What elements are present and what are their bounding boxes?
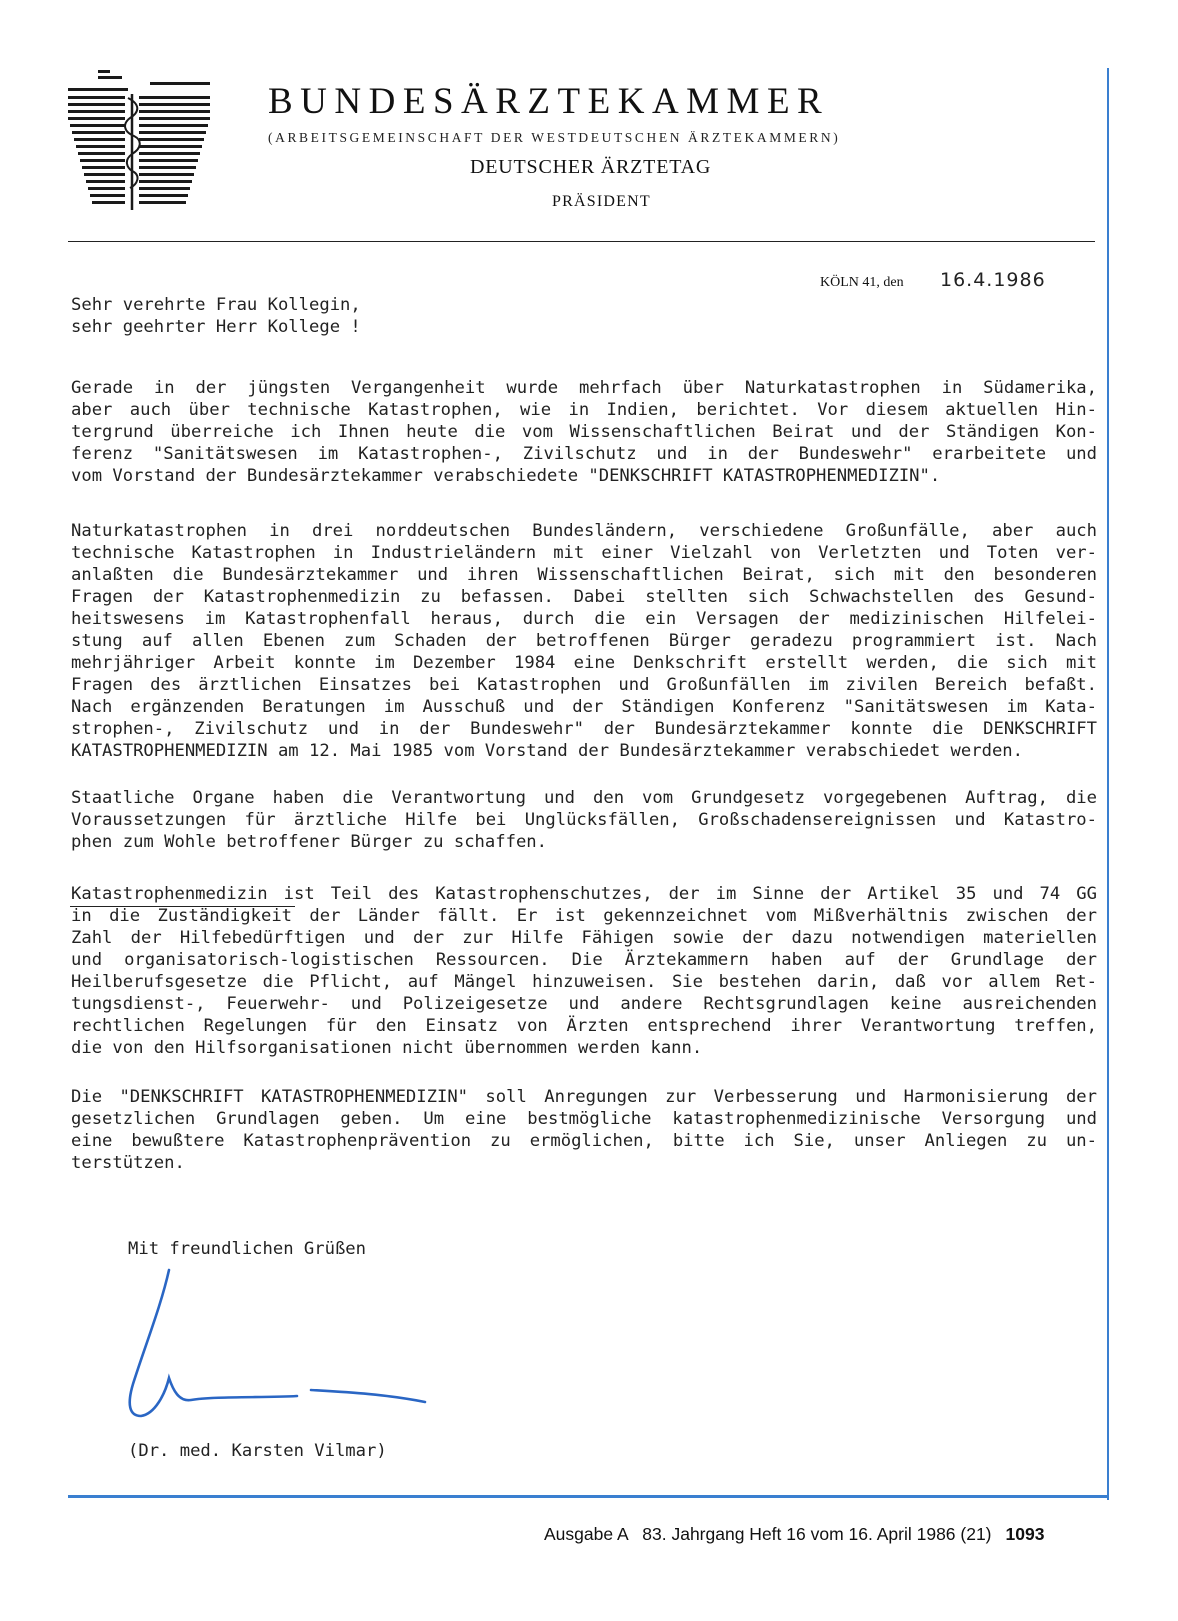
text-line: und organisatorisch-logistischen Ressourcen. Die Ärztekammern haben auf der Grundlage der	[71, 950, 1097, 970]
text-line: anlaßten die Bundesärztekammer und ihren Wissenschaftlichen Beirat, sich mit den besonderen	[71, 565, 1097, 585]
paragraph-4	[71, 883, 1097, 1059]
salutation-line: Sehr verehrte Frau Kollegin,	[71, 295, 361, 315]
closing: Mit freundlichen Grüßen	[128, 1239, 366, 1259]
right-margin-rule	[1107, 68, 1109, 1500]
text-line: aber auch über technische Katastrophen, wie in Indien, berichtet. Vor diesem aktuellen Hin-	[71, 400, 1097, 420]
text-line: Gerade in der jüngsten Vergangenheit wurde mehrfach über Naturkatastrophen in Südamerika,	[71, 378, 1097, 398]
text-line: mehrjähriger Arbeit konnte im Dezember 1984 eine Denkschrift erstellt werden, die sich mit	[71, 653, 1097, 673]
paragraph-3	[71, 787, 1097, 853]
text-line: gesetzlichen Grundlagen geben. Um eine bestmögliche katastrophenmedizinische Versorgung und	[71, 1109, 1097, 1129]
text-line: tergrund überreiche ich Ihnen heute die vom Wissenschaftlichen Beirat und der Ständigen Kon-	[71, 422, 1097, 442]
text-line: Naturkatastrophen in drei norddeutschen Bundesländern, verschiedene Großunfälle, aber auch	[71, 521, 1097, 541]
footer	[544, 1524, 1044, 1545]
text-line: Fragen des ärztlichen Einsatzes bei Katastrophen und Großunfällen im zivilen Bereich befaßt.	[71, 675, 1097, 695]
text-line: in die Zuständigkeit der Länder fällt. Er ist gekennzeichnet vom Mißverhältnis zwischen der	[71, 906, 1097, 926]
paragraph-1	[71, 377, 1097, 487]
paragraph-2	[71, 520, 1097, 762]
org-subtitle: (ARBEITSGEMEINSCHAFT DER WESTDEUTSCHEN ÄRZTEKAMMERN)	[268, 130, 841, 145]
text-line: ferenz "Sanitätswesen im Katastrophen-, Zivilschutz und in der Bundeswehr" erarbeitete und	[71, 444, 1097, 464]
text-line: die von den Hilfsorganisationen nicht übernommen werden kann.	[71, 1038, 703, 1058]
text-line: Heilberufsgesetze die Pflicht, auf Mängel hinzuweisen. Sie bestehen darin, daß vor allem Ret-	[71, 972, 1097, 992]
text-line: technische Katastrophen in Industrieländern mit einer Vielzahl von Verletzten und Toten ver-	[71, 543, 1097, 563]
org-line-praesident: PRÄSIDENT	[552, 193, 651, 210]
text-line: KATASTROPHENMEDIZIN am 12. Mai 1985 vom Vorstand der Bundesärztekammer verabschiedet werden.	[71, 741, 1023, 761]
text-line: Die "DENKSCHRIFT KATASTROPHENMEDIZIN" soll Anregungen zur Verbesserung und Harmonisierung der	[71, 1087, 1097, 1107]
page-number: 1093	[1005, 1524, 1045, 1544]
text-line: Zahl der Hilfebedürftigen und der zur Hilfe Fähigen sowie der dazu notwendigen materiellen	[71, 928, 1097, 948]
text-line: Nach ergänzenden Beratungen im Ausschuß und der Ständigen Konferenz "Sanitätswesen im Kata-	[71, 697, 1097, 717]
salutation	[71, 294, 361, 338]
header-rule	[68, 241, 1095, 242]
text-line: heitswesens im Katastrophenfall heraus, durch die ein Versagen der medizinischen Hilfelei-	[71, 609, 1097, 629]
text-line: terstützen.	[71, 1153, 185, 1173]
handwritten-underline	[70, 906, 295, 907]
text-line: Fragen der Katastrophenmedizin zu befassen. Dabei stellten sich Schwachstellen des Gesund-	[71, 587, 1097, 607]
text-line: stung auf allen Ebenen zum Schaden der betroffenen Bürger geradezu programmiert ist. Nach	[71, 631, 1097, 651]
paragraph-5	[71, 1086, 1097, 1174]
signer-name: (Dr. med. Karsten Vilmar)	[128, 1441, 387, 1461]
place-label: KÖLN 41, den	[820, 275, 904, 290]
text-line: strophen-, Zivilschutz und in der Bundeswehr" der Bundesärztekammer konnte die DENKSCHRIFT	[71, 719, 1097, 739]
letter-date: 16.4.1986	[940, 269, 1046, 291]
text-line: eine bewußtere Katastrophenprävention zu ermöglichen, bitte ich Sie, unser Anliegen zu un-	[71, 1131, 1097, 1151]
org-name: BUNDESÄRZTEKAMMER	[268, 81, 830, 122]
handwritten-signature	[125, 1266, 445, 1426]
footer-issue: Ausgabe A 83. Jahrgang Heft 16 vom 16. April 1986 (21)	[544, 1524, 992, 1544]
salutation-line: sehr geehrter Herr Kollege !	[71, 317, 361, 337]
text-line: phen zum Wohle betroffener Bürger zu schaffen.	[71, 832, 547, 852]
footer-rule	[68, 1495, 1109, 1498]
text-line: Voraussetzungen für ärztliche Hilfe bei Unglücksfällen, Großschadensereignissen und Katastro-	[71, 810, 1097, 830]
text-line: Staatliche Organe haben die Verantwortung und den vom Grundgesetz vorgegebenen Auftrag, die	[71, 788, 1097, 808]
text-line: rechtlichen Regelungen für den Einsatz von Ärzten entsprechend ihrer Verantwortung treffen,	[71, 1016, 1097, 1036]
text-line: tungsdienst-, Feuerwehr- und Polizeigesetze und andere Rechtsgrundlagen keine ausreichenden	[71, 994, 1097, 1014]
aesculapian-staff-logo	[68, 68, 210, 214]
text-line: Katastrophenmedizin ist Teil des Katastrophenschutzes, der im Sinne der Artikel 35 und 74 GG	[71, 884, 1097, 904]
org-line-aerztetag: DEUTSCHER ÄRZTETAG	[470, 156, 712, 178]
text-line: vom Vorstand der Bundesärztekammer verabschiedete "DENKSCHRIFT KATASTROPHENMEDIZIN".	[71, 466, 941, 486]
